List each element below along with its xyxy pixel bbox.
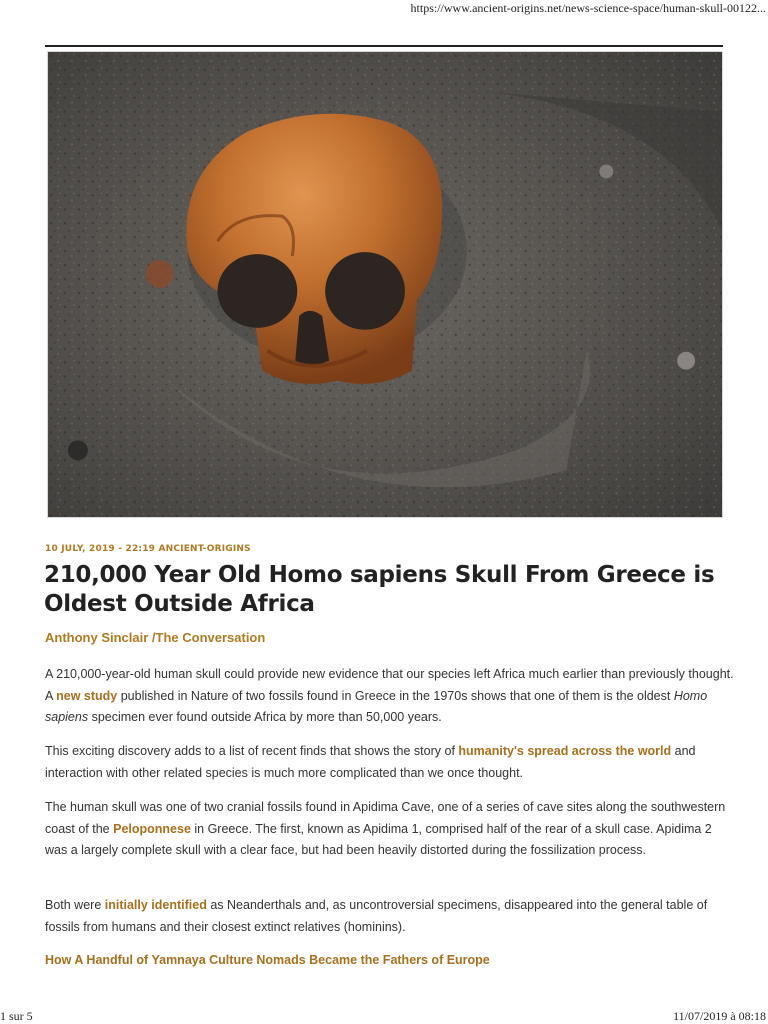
- paragraph-3: [45, 797, 735, 862]
- p2-text-a: This exciting discovery adds to a list of recent finds that shows the story of: [45, 744, 459, 758]
- print-datetime: 11/07/2019 à 08:18: [673, 1009, 766, 1023]
- p2-text-b: and interaction with other related species is much more complicated than we once thought.: [45, 744, 696, 780]
- paragraph-4: [45, 895, 735, 938]
- related-article-link[interactable]: How A Handful of Yamnaya Culture Nomads Became the Fathers of Europe: [45, 953, 490, 967]
- p1-emphasis: Homo sapiens: [45, 688, 708, 724]
- paragraph-2: [45, 741, 735, 784]
- related-article: [45, 953, 490, 967]
- new-study-link[interactable]: new study: [56, 688, 118, 703]
- p1-text-a: A 210,000-year-old human skull could provide new evidence that our species left Africa much earlier than previously thought. A: [45, 667, 734, 703]
- p3-text-b: in Greece. The first, known as Apidima 1, comprised half of the rear of a skull case. Apidima 2 was a largely complete skull with a clear face, but had been heavily distorted during the fossilization process.: [45, 821, 712, 857]
- paragraph-1: [45, 664, 735, 729]
- initially-identified-link[interactable]: initially identified: [104, 898, 207, 912]
- print-url: https://www.ancient-origins.net/news-science-space/human-skull-00122...: [410, 1, 766, 15]
- top-divider: [45, 45, 723, 47]
- hero-image-skull: [47, 51, 723, 518]
- p4-text-a: Both were: [45, 898, 105, 912]
- article-meta: 10 JULY, 2019 - 22:19 ANCIENT-ORIGINS: [45, 544, 251, 554]
- p1-text-b: published in Nature of two fossils found in Greece in the 1970s shows that one of them is the oldest: [117, 688, 674, 703]
- peloponnese-link[interactable]: Peloponnese: [113, 821, 191, 836]
- p4-text-b: as Neanderthals and, as uncontroversial specimens, disappeared into the general table of fossils from humans and their closest extinct relatives (hominins).: [45, 898, 708, 934]
- p1-text-c: specimen ever found outside Africa by more than 50,000 years.: [88, 710, 442, 724]
- p3-text-a: The human skull was one of two cranial fossils found in Apidima Cave, one of a series of cave sites along the southwestern coast of the: [45, 800, 726, 836]
- skull-in-soil-illustration: [48, 52, 722, 517]
- article-byline[interactable]: Anthony Sinclair /The Conversation: [45, 630, 266, 645]
- page-number: 1 sur 5: [0, 1009, 33, 1023]
- humanity-spread-link[interactable]: humanity's spread across the world: [458, 744, 672, 758]
- article-title: 210,000 Year Old Homo sapiens Skull From Greece is Oldest Outside Africa: [44, 562, 715, 617]
